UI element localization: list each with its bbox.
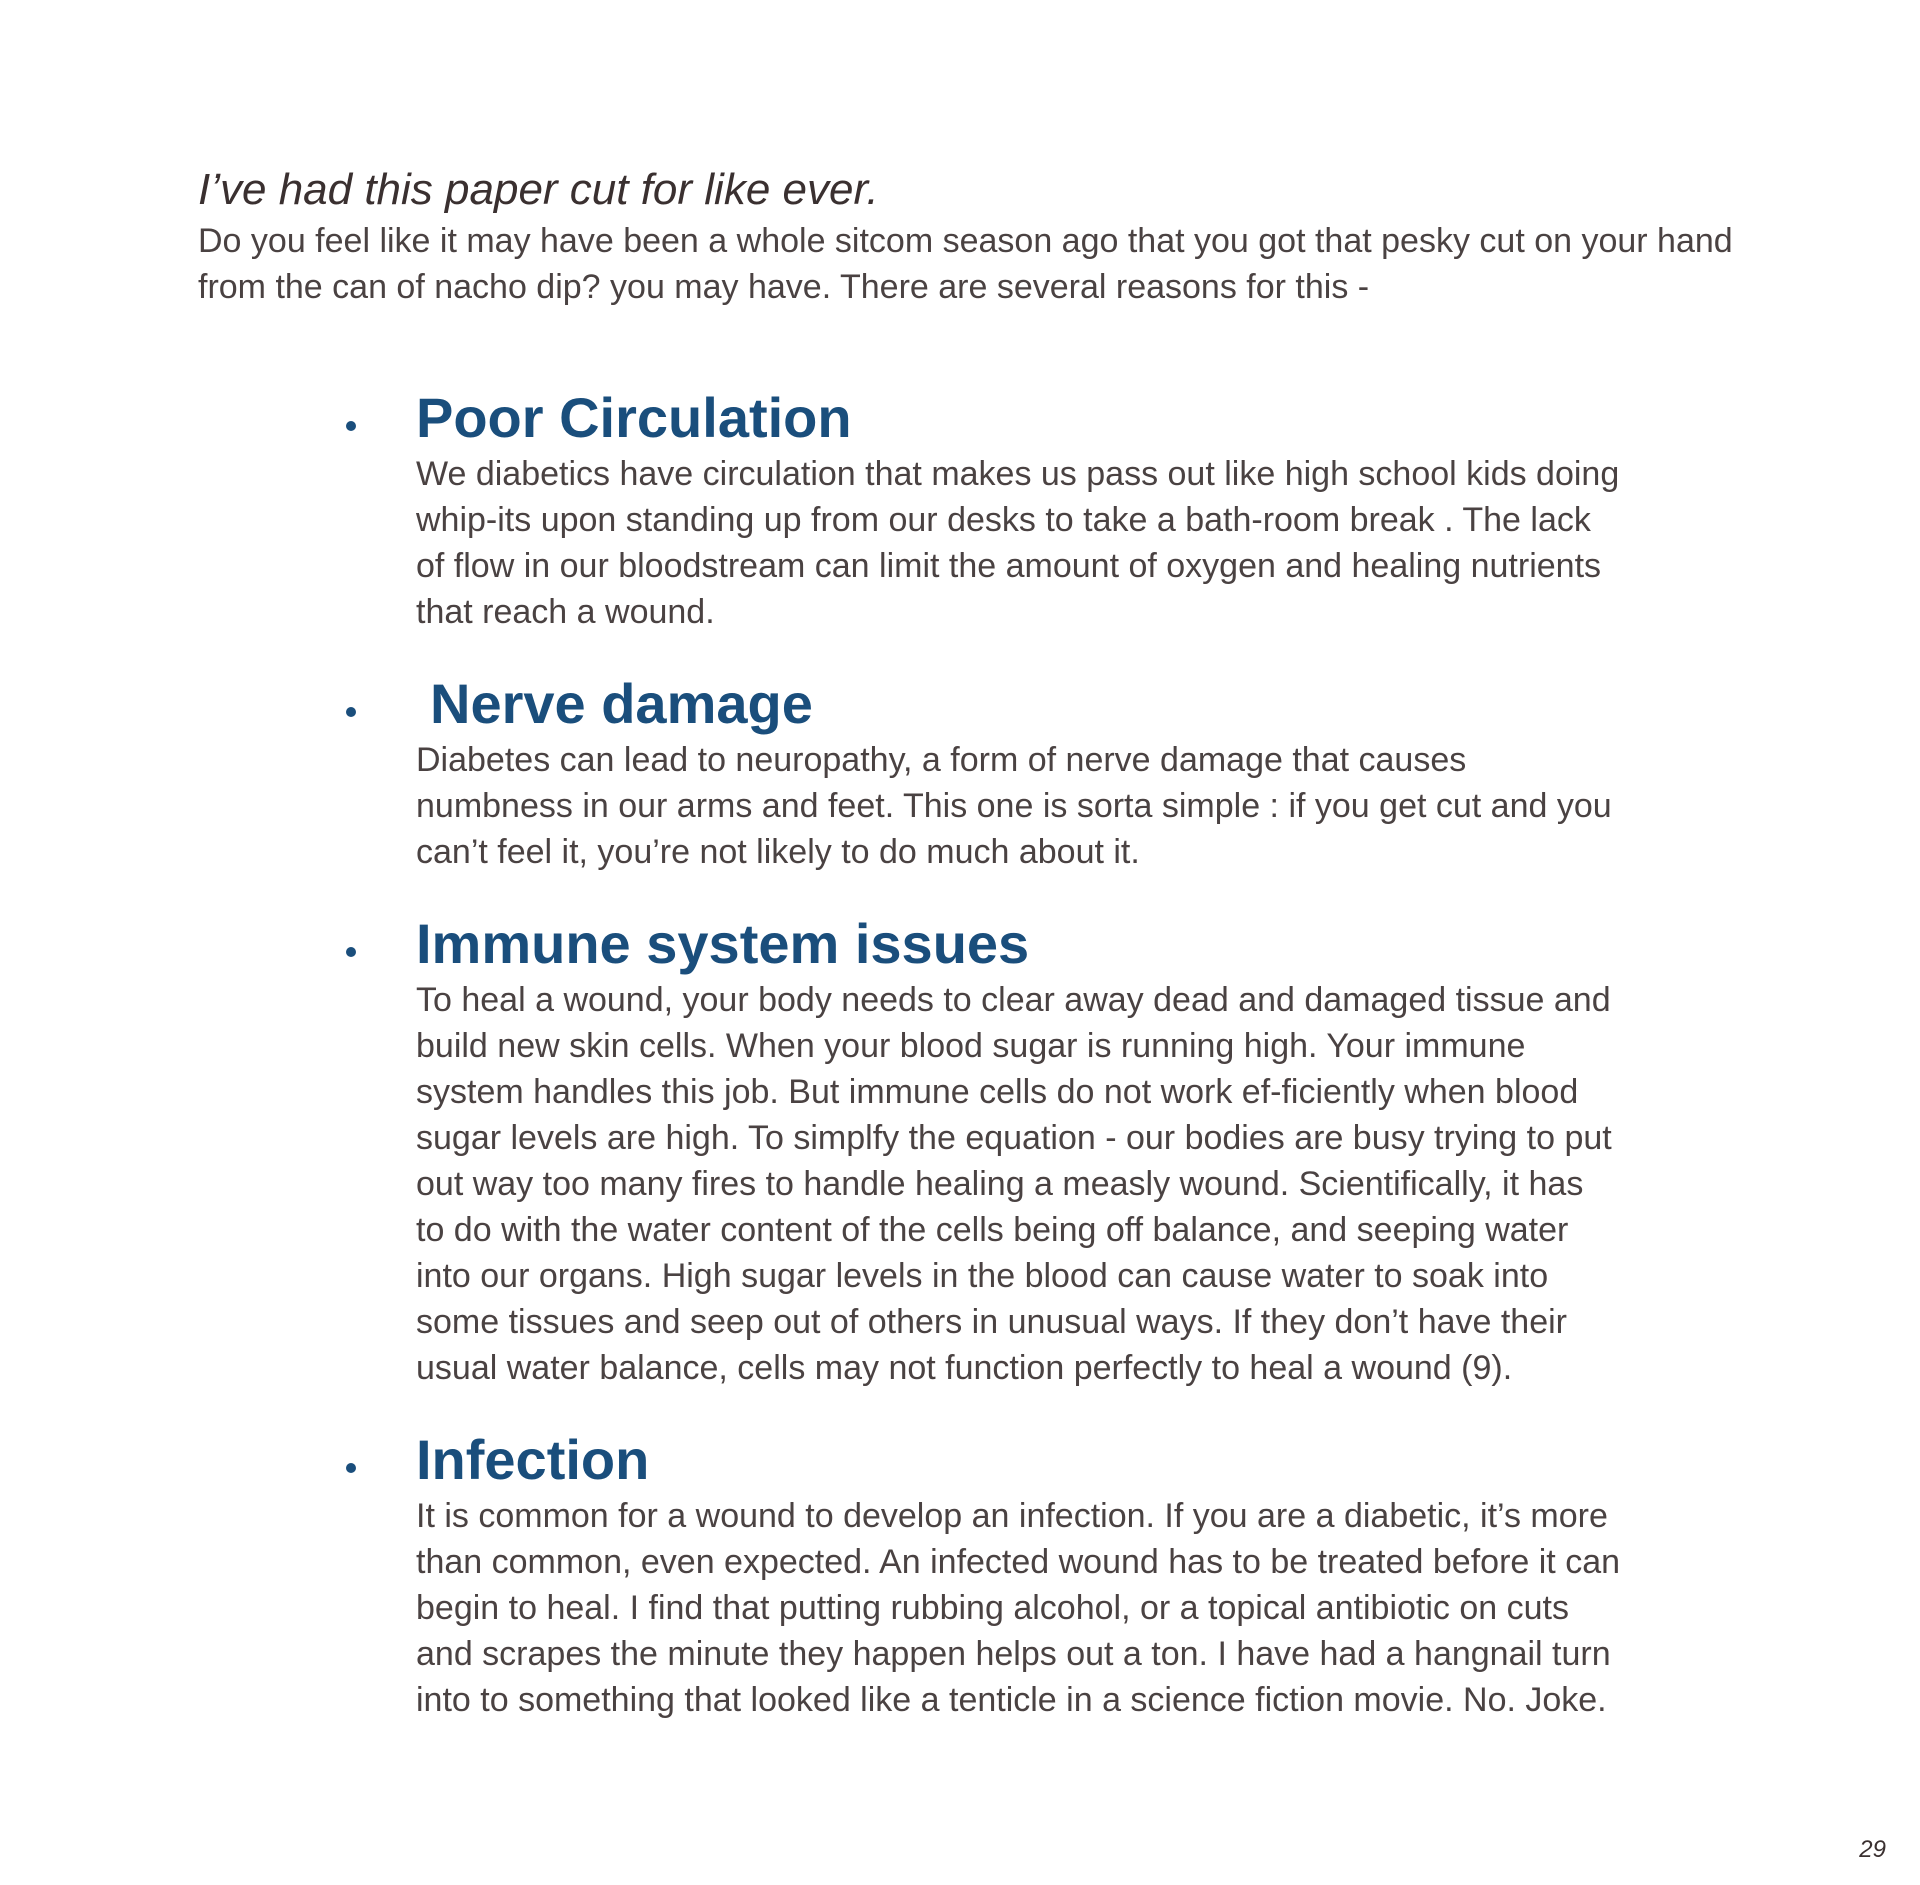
list-item-poor-circulation: [340, 385, 1620, 635]
reasons-list: [340, 385, 1620, 1759]
list-item-infection: [340, 1427, 1620, 1723]
list-item-nerve-damage: [340, 671, 1620, 875]
intro-title: I’ve had this paper cut for like ever.: [198, 165, 879, 214]
reason-body: Diabetes can lead to neuropathy, a form of nerve damage that causes numbness in our arms and feet. This one is sorta simple : if you get cut and you can’t feel it, you’re not likely to do much about it.: [416, 741, 1612, 871]
list-item-immune-system-issues: [340, 911, 1620, 1391]
bullet-icon: [346, 947, 356, 957]
reason-title: Nerve damage: [430, 672, 813, 735]
bullet-icon: [346, 707, 356, 717]
reason-body: It is common for a wound to develop an infection. If you are a diabetic, it’s more than common, even expected. An infected wound has to be treated before it can begin to heal. I find that putting rubbing alcohol, or a topical antibiotic on cuts and scrapes the minute they happen helps out a ton. I have had a hangnail turn into to something that looked like a tenticle in a science fiction movie. No. Joke.: [416, 1497, 1621, 1719]
intro-paragraph: Do you feel like it may have been a whole sitcom season ago that you got that pesky cut on your hand from the can of nacho dip? you may have. There are several reasons for this -: [198, 222, 1733, 306]
reason-title: Infection: [416, 1428, 650, 1491]
intro-section: [198, 162, 1758, 310]
reason-title: Poor Circulation: [416, 386, 852, 449]
reason-title: Immune system issues: [416, 912, 1030, 975]
page-number: 29: [1859, 1836, 1886, 1863]
bullet-icon: [346, 1463, 356, 1473]
reason-body: We diabetics have circulation that makes us pass out like high school kids doing whip-its upon standing up from our desks to take a bath-room break . The lack of flow in our bloodstream can limit the amount of oxygen and healing nutrients that reach a wound.: [416, 455, 1620, 631]
bullet-icon: [346, 421, 356, 431]
reason-body: To heal a wound, your body needs to clear away dead and damaged tissue and build new skin cells. When your blood sugar is running high. Your immune system handles this job. But immune cells do not work ef-ficiently when blood sugar levels are high. To simplfy the equation - our bodies are busy trying to put out way too many fires to handle healing a measly wound. Scientifically, it has to do with the water content of the cells being off balance, and seeping water into our organs. High sugar levels in the blood can cause water to soak into some tissues and seep out of others in unusual ways. If they don’t have their usual water balance, cells may not function perfectly to heal a wound (9).: [416, 981, 1612, 1387]
